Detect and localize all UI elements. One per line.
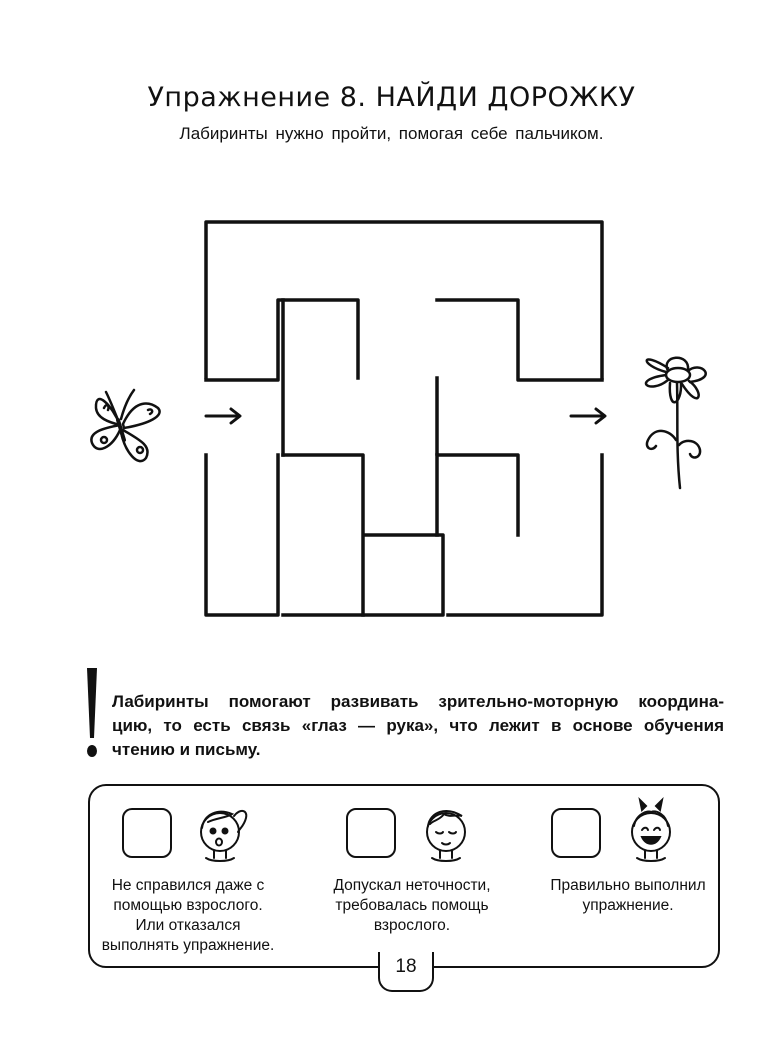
note-text	[112, 690, 724, 762]
exercise-title: Упражнение 8. НАЙДИ ДОРОЖКУ	[147, 82, 636, 113]
arrow-right-icon	[206, 409, 240, 423]
evaluation-caption-3: Правильно выполнил упражнение.	[550, 877, 706, 914]
girl-worried-face-icon	[192, 800, 254, 868]
maze-walls	[206, 222, 602, 615]
exercise-instruction: Лабиринты нужно пройти, помогая себе пальчиком.	[179, 124, 604, 143]
evaluation-caption-2: Допускал неточности, требовалась помощь взрослого.	[333, 877, 491, 934]
arrow-right-icon	[571, 409, 605, 423]
note-line: Лабиринты помогают развивать зрительно-моторную координа-	[112, 692, 724, 711]
evaluation-checkbox-1[interactable]	[122, 808, 172, 858]
exclamation-icon	[84, 666, 100, 760]
note-line: цию, то есть связь «глаз — рука», что лежит в основе обучения	[112, 716, 724, 735]
evaluation-checkbox-2[interactable]	[346, 808, 396, 858]
evaluation-checkbox-3[interactable]	[551, 808, 601, 858]
flower-icon	[646, 358, 706, 488]
page-number: 18	[395, 956, 417, 977]
note-line: чтению и письму.	[112, 740, 261, 759]
maze-figure	[80, 205, 730, 625]
butterfly-icon	[91, 390, 159, 461]
evaluation-caption-1: Не справился даже с помощью взрослого. Или отказался выполнять упражнение.	[101, 877, 275, 954]
boy-neutral-face-icon	[416, 800, 478, 868]
girl-happy-face-icon	[620, 796, 682, 868]
